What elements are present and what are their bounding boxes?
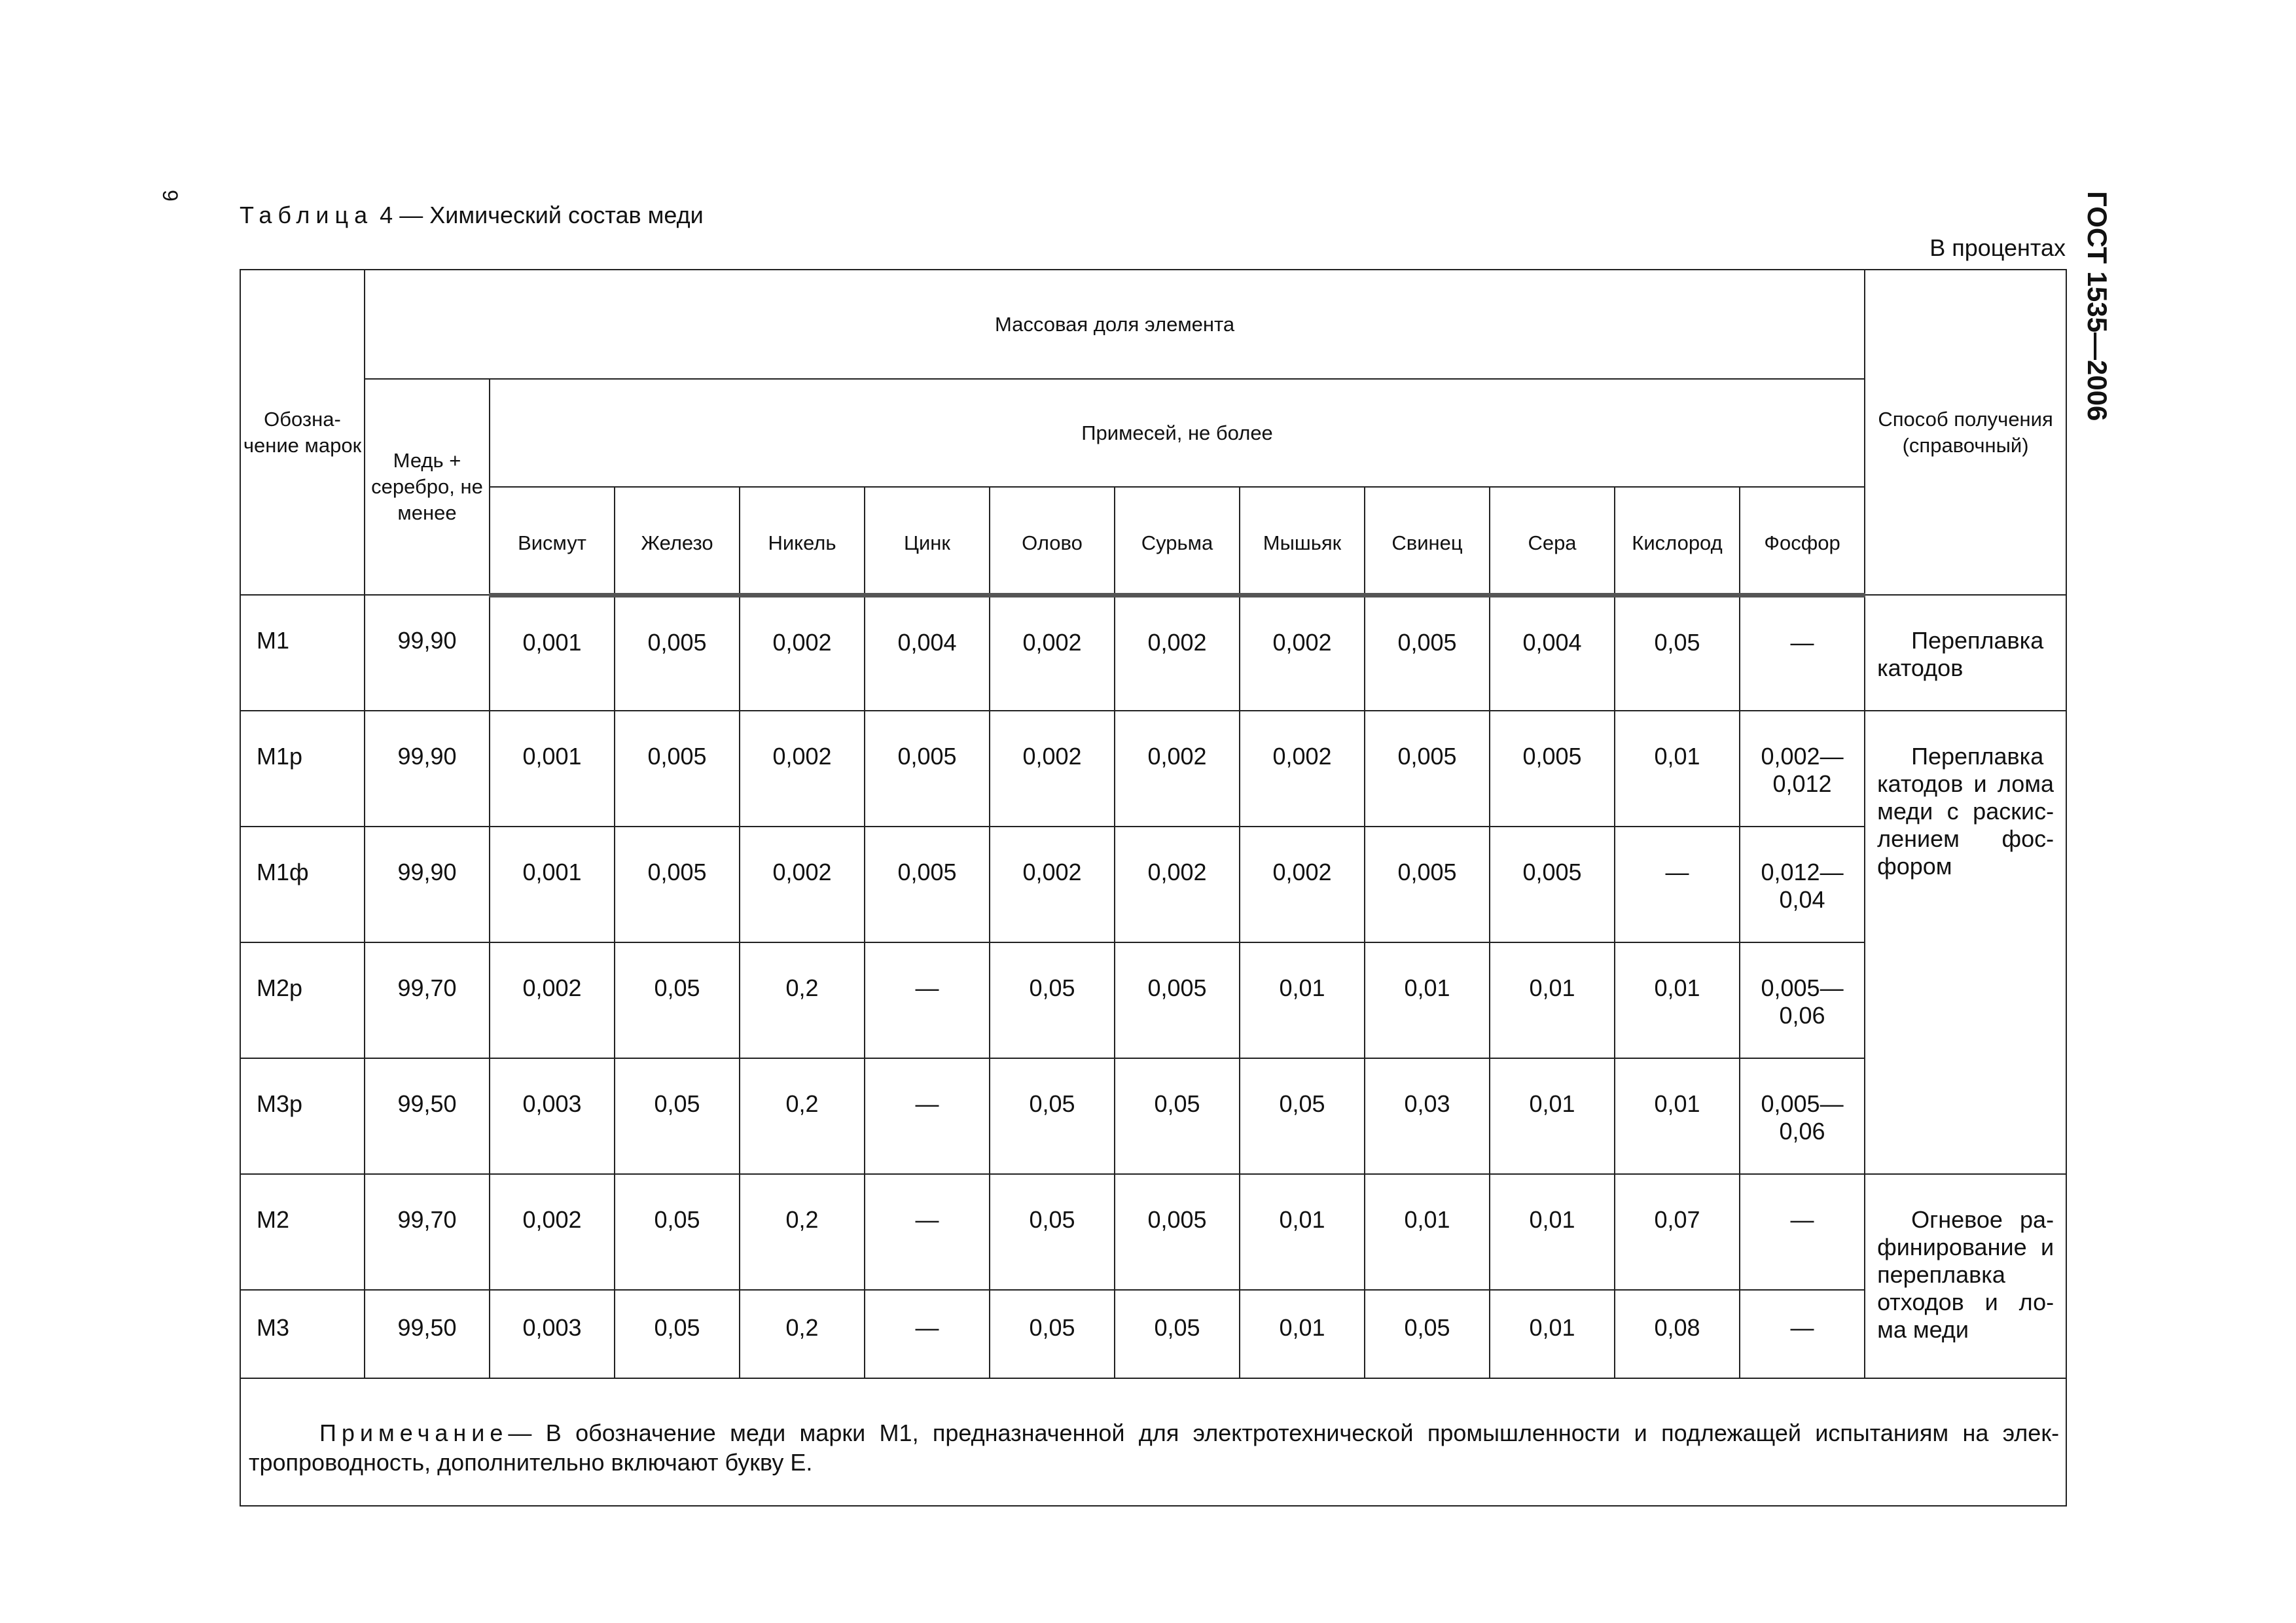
value-cell: 0,005 [615,711,740,827]
value-cell: 0,002 [1240,827,1365,942]
copper-cell: 99,90 [365,595,490,711]
value-cell: 0,05 [615,1290,740,1378]
header-element: Железо [615,487,740,595]
value-cell: 0,002 [1115,711,1240,827]
value-cell: 0,05 [1240,1058,1365,1174]
header-copper-silver: Медь + серебро, не менее [365,379,490,595]
chemical-composition-table [240,269,2067,1507]
value-cell: 0,003 [490,1290,615,1378]
value-cell: 0,004 [865,595,990,711]
value-cell: 0,01 [1365,942,1490,1058]
value-cell: 0,2 [740,1174,865,1290]
table-row [240,711,2066,827]
note-row [240,1378,2066,1506]
value-cell: 0,002 [990,827,1115,942]
table-note [240,1378,2066,1506]
value-cell: 0,05 [990,942,1115,1058]
value-cell: 0,005 [615,595,740,711]
header-element: Сера [1490,487,1615,595]
value-cell: 0,005 [1365,711,1490,827]
caption-number: 4 [380,202,393,228]
copper-cell: 99,70 [365,1174,490,1290]
grade-cell: М1р [240,711,365,827]
value-cell: 0,002 [490,1174,615,1290]
value-cell: 0,01 [1490,1174,1615,1290]
value-cell: — [1740,1174,1865,1290]
value-cell: 0,002 [1115,595,1240,711]
value-cell: 0,002 [740,595,865,711]
value-cell: 0,05 [1365,1290,1490,1378]
value-cell: 0,2 [740,1290,865,1378]
document-code: ГОСТ 1535—2006 [2082,191,2113,421]
copper-cell: 99,90 [365,827,490,942]
copper-cell: 99,50 [365,1290,490,1378]
value-cell: 0,08 [1615,1290,1740,1378]
header-element: Фосфор [1740,487,1865,595]
value-cell: — [865,1174,990,1290]
value-cell: 0,05 [1615,595,1740,711]
value-cell: 0,005 [1490,711,1615,827]
value-cell: 0,005 [1490,827,1615,942]
value-cell: 0,005 [865,711,990,827]
header-mass-fraction: Массовая доля элемента [365,270,1865,379]
table-row [240,595,2066,711]
value-cell: 0,005 [1365,827,1490,942]
header-element: Мышьяк [1240,487,1365,595]
grade-cell: М3 [240,1290,365,1378]
units-label: В процентах [1929,234,2066,261]
copper-cell: 99,90 [365,711,490,827]
value-cell: 0,05 [615,942,740,1058]
header-impurities: Примесей, не более [490,379,1865,487]
header-element: Сурьма [1115,487,1240,595]
value-cell: — [865,1290,990,1378]
table-row [240,1290,2066,1378]
value-cell: 0,005 [1115,1174,1240,1290]
value-cell: 0,002 [990,711,1115,827]
value-cell: 0,01 [1365,1174,1490,1290]
grade-cell: М1 [240,595,365,711]
header-element: Олово [990,487,1115,595]
value-cell: 0,01 [1615,1058,1740,1174]
value-cell: 0,005— 0,06 [1740,1058,1865,1174]
value-cell: 0,002 [1115,827,1240,942]
value-cell: 0,012— 0,04 [1740,827,1865,942]
header-grade: Обозна-чение марок [240,270,365,595]
method-cell: Огневое ра-финирование и переплавка отходов и ло-ма меди [1865,1174,2066,1378]
grade-cell: М3р [240,1058,365,1174]
header-element: Висмут [490,487,615,595]
value-cell: 0,004 [1490,595,1615,711]
value-cell: 0,05 [1115,1290,1240,1378]
copper-cell: 99,50 [365,1058,490,1174]
value-cell: 0,001 [490,827,615,942]
value-cell: 0,005 [1365,595,1490,711]
value-cell: 0,01 [1240,1290,1365,1378]
value-cell: 0,002 [1240,595,1365,711]
header-element: Никель [740,487,865,595]
table-row [240,1058,2066,1174]
value-cell: 0,01 [1240,1174,1365,1290]
value-cell: 0,01 [1490,1290,1615,1378]
value-cell: — [1740,1290,1865,1378]
table-row [240,827,2066,942]
caption-title: — Химический состав меди [399,202,704,228]
value-cell: — [1740,595,1865,711]
header-method: Способ получения (справочный) [1865,270,2066,595]
value-cell: 0,001 [490,595,615,711]
value-cell: — [1615,827,1740,942]
page-number: 9 [158,190,182,202]
value-cell: 0,01 [1490,1058,1615,1174]
header-element: Цинк [865,487,990,595]
value-cell: 0,005 [1115,942,1240,1058]
value-cell: 0,005— 0,06 [1740,942,1865,1058]
value-cell: 0,05 [615,1174,740,1290]
value-cell: 0,05 [990,1290,1115,1378]
value-cell: 0,003 [490,1058,615,1174]
value-cell: 0,01 [1615,711,1740,827]
value-cell: 0,002 [740,711,865,827]
grade-cell: М2р [240,942,365,1058]
note-label: Примечание [319,1419,509,1446]
value-cell: 0,01 [1240,942,1365,1058]
table-row [240,942,2066,1058]
table-caption [240,202,704,229]
value-cell: 0,002 [1240,711,1365,827]
grade-cell: М2 [240,1174,365,1290]
value-cell: 0,2 [740,942,865,1058]
value-cell: 0,05 [615,1058,740,1174]
value-cell: 0,002— 0,012 [1740,711,1865,827]
caption-label: Таблица [240,202,374,228]
value-cell: 0,002 [740,827,865,942]
value-cell: 0,07 [1615,1174,1740,1290]
value-cell: 0,01 [1490,942,1615,1058]
value-cell: 0,001 [490,711,615,827]
value-cell: 0,05 [990,1174,1115,1290]
method-cell: Переплавка катодов [1865,595,2066,711]
value-cell: — [865,1058,990,1174]
value-cell: 0,002 [490,942,615,1058]
value-cell: 0,002 [990,595,1115,711]
header-element: Кислород [1615,487,1740,595]
value-cell: 0,005 [615,827,740,942]
value-cell: — [865,942,990,1058]
copper-cell: 99,70 [365,942,490,1058]
value-cell: 0,01 [1615,942,1740,1058]
value-cell: 0,2 [740,1058,865,1174]
grade-cell: М1ф [240,827,365,942]
table-row [240,1174,2066,1290]
method-cell: Переплавка катодов и лома меди с раскис-лением фос-фором [1865,711,2066,1174]
value-cell: 0,005 [865,827,990,942]
header-element: Свинец [1365,487,1490,595]
value-cell: 0,03 [1365,1058,1490,1174]
value-cell: 0,05 [1115,1058,1240,1174]
value-cell: 0,05 [990,1058,1115,1174]
note-text: — В обозначение меди марки М1, предназначенной для электротехнической промышленности и подлежащей испытаниям на элек-тропроводность, дополнительно включают букву Е. [249,1419,2060,1476]
